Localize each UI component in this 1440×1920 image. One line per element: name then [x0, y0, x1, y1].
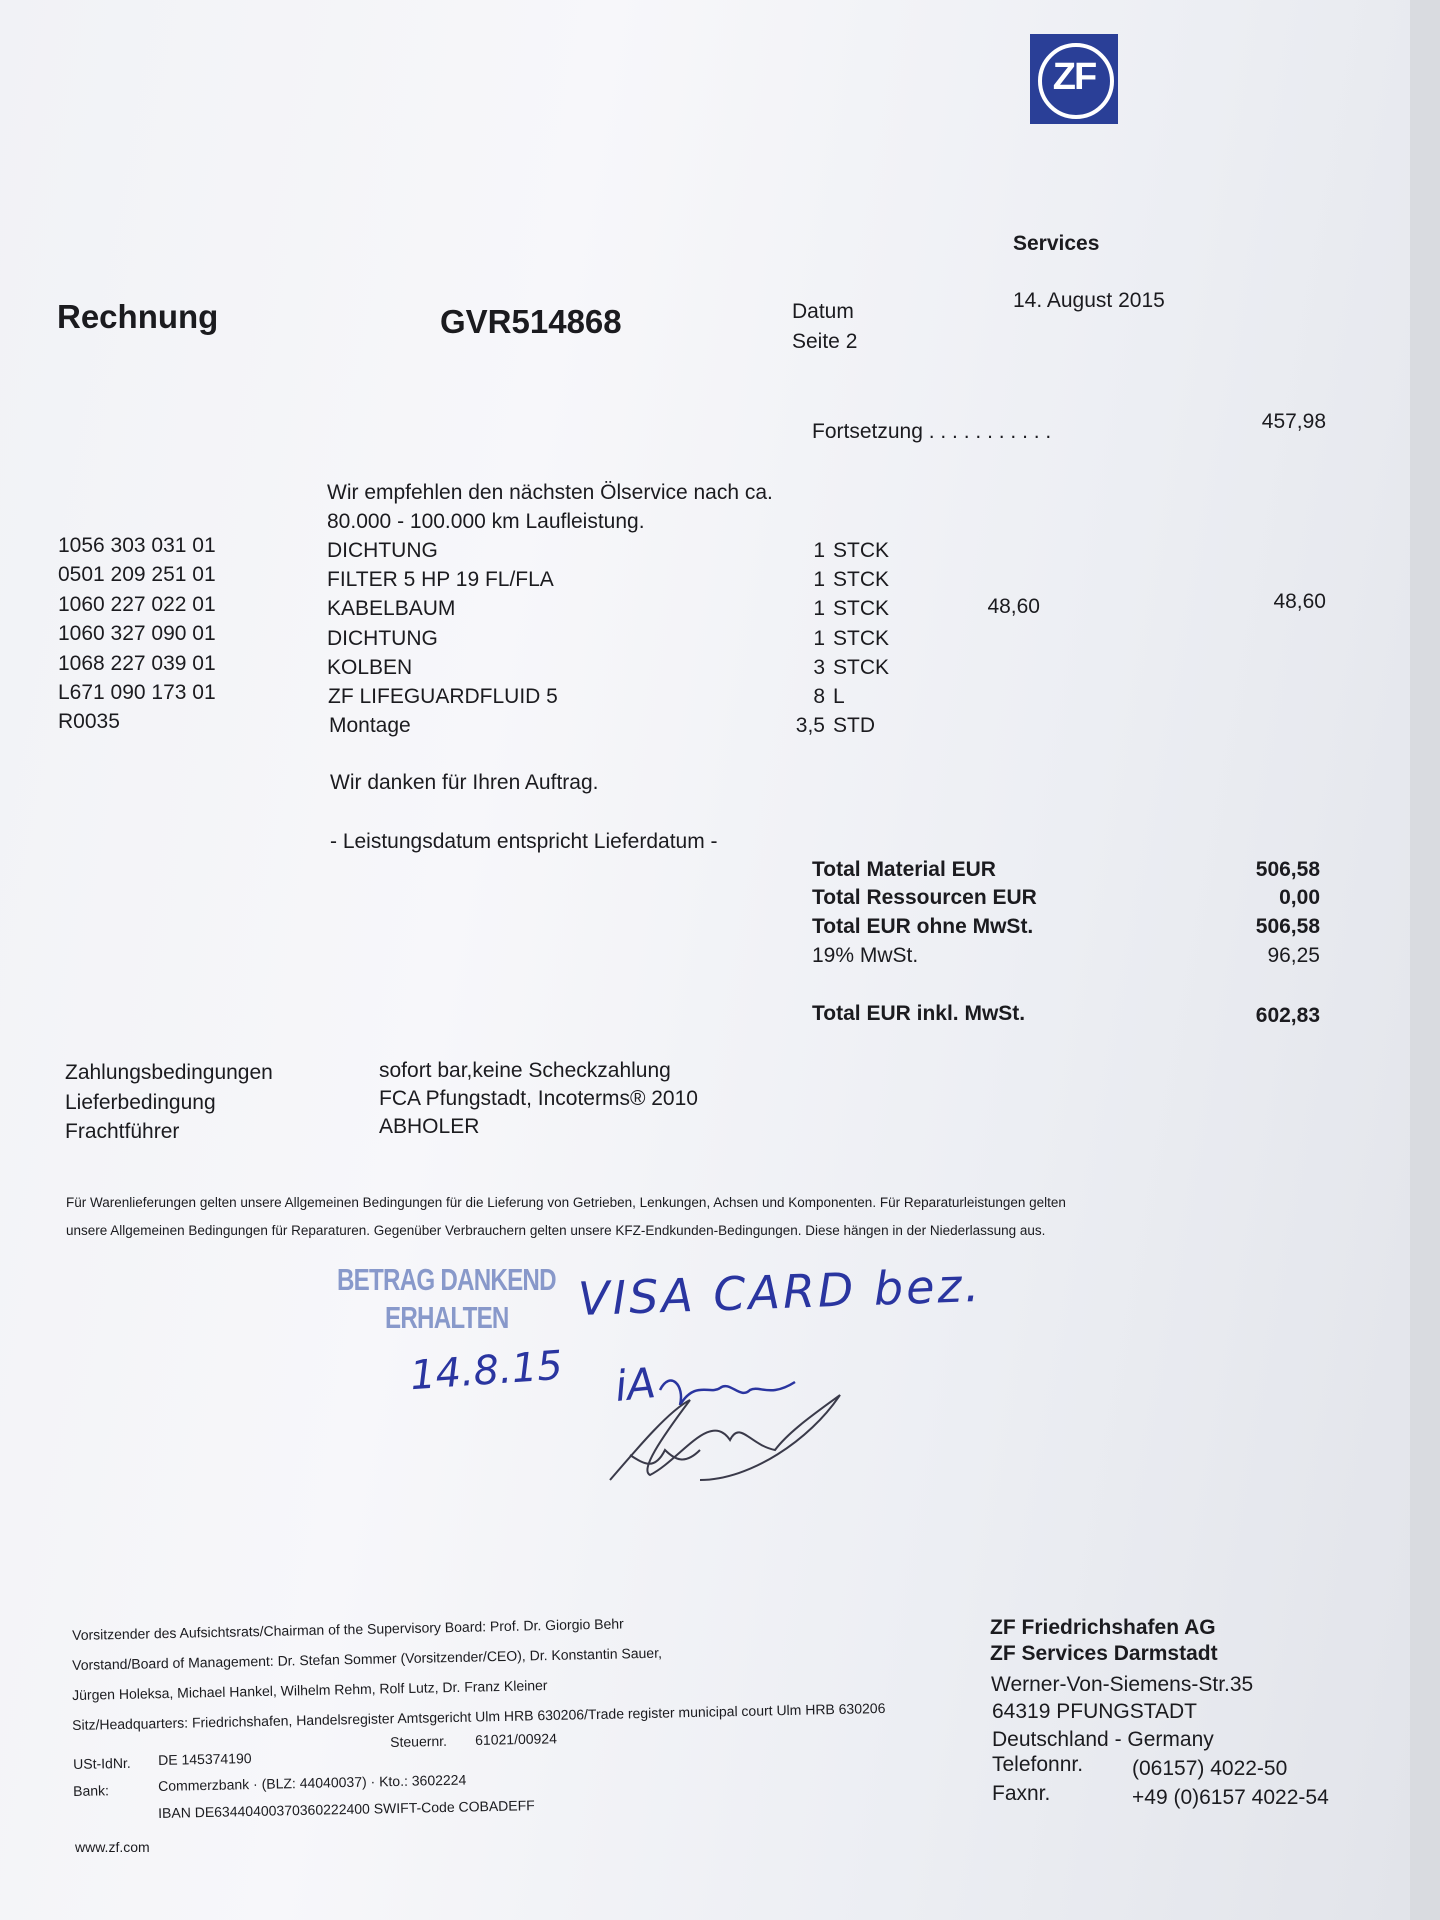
recommendation-line-2: 80.000 - 100.000 km Laufleistung.	[327, 510, 645, 533]
item-qty: 1	[813, 568, 825, 591]
item-description: ZF LIFEGUARDFLUID 5	[328, 685, 558, 708]
vat-value: 96,25	[1267, 944, 1320, 967]
footer-website-link[interactable]: www.zf.com	[75, 1839, 150, 1855]
invoice-number: GVR514868	[440, 303, 622, 340]
total-value: 506,58	[1255, 858, 1320, 881]
stamp-line-2: ERHALTEN	[385, 1300, 509, 1335]
part-number: 0501 209 251 01	[58, 563, 216, 586]
zf-logo-text: ZF	[1052, 56, 1096, 98]
item-unit: STCK	[833, 539, 890, 562]
total-value: 506,58	[1255, 915, 1320, 938]
item-unit: STCK	[833, 568, 890, 591]
part-number: 1060 327 090 01	[58, 622, 216, 645]
footer-vat-label: USt-IdNr.	[73, 1754, 131, 1772]
delivery-terms-label: Lieferbedingung	[65, 1091, 216, 1114]
item-unit: STCK	[833, 656, 890, 679]
footer-vat-value: DE 145374190	[158, 1750, 252, 1768]
item-qty: 1	[813, 627, 825, 650]
company-name-2: ZF Services Darmstadt	[990, 1642, 1218, 1665]
item-description: DICHTUNG	[327, 539, 438, 562]
recommendation-line-1: Wir empfehlen den nächsten Ölservice nach ca.	[327, 481, 773, 504]
item-total: 48,60	[1273, 590, 1326, 613]
legal-line-2: unsere Allgemeinen Bedingungen für Reparaturen. Gegenüber Verbrauchern gelten unsere KFZ-Endkunden-Bedingungen. Diese hängen in der Niederlassung aus.	[66, 1223, 1046, 1238]
grand-total-label: Total EUR inkl. MwSt.	[812, 1002, 1026, 1025]
item-description: KABELBAUM	[327, 597, 456, 620]
zf-logo	[1030, 34, 1118, 124]
carry-over-amount: 457,98	[1261, 410, 1326, 433]
part-number: 1068 227 039 01	[58, 652, 216, 675]
footer-board-2: Vorstand/Board of Management: Dr. Stefan Sommer (Vorsitzender/CEO), Dr. Konstantin Sauer,	[72, 1644, 663, 1673]
fax-label: Faxnr.	[992, 1782, 1051, 1805]
grand-total-value: 602,83	[1255, 1004, 1320, 1027]
signature-scribble-icon	[600, 1350, 860, 1490]
signature-prefix: iA	[612, 1358, 658, 1411]
item-unit: STCK	[833, 597, 890, 620]
payment-terms-label: Zahlungsbedingungen	[65, 1061, 273, 1084]
phone-value: (06157) 4022-50	[1132, 1757, 1288, 1780]
handwritten-note: VISA CARD bez.	[577, 1257, 984, 1327]
phone-label: Telefonnr.	[992, 1753, 1084, 1776]
item-unit: STD	[833, 714, 875, 737]
division-label: Services	[1013, 232, 1100, 255]
total-label: Total Ressourcen EUR	[812, 886, 1037, 909]
part-number: R0035	[58, 710, 120, 733]
page-label: Seite 2	[792, 330, 858, 353]
vat-label: 19% MwSt.	[812, 944, 919, 967]
item-qty: 1	[813, 539, 825, 562]
total-value: 0,00	[1279, 886, 1320, 909]
footer-tax-label: Steuernr.	[390, 1732, 448, 1750]
footer-iban: IBAN DE63440400370360222400 SWIFT-Code COBADEFF	[158, 1797, 535, 1821]
total-label: Total Material EUR	[812, 858, 996, 881]
total-label: Total EUR ohne MwSt.	[812, 915, 1034, 938]
footer-board-3: Jürgen Holeksa, Michael Hankel, Wilhelm Rehm, Rolf Lutz, Dr. Franz Kleiner	[72, 1677, 548, 1703]
item-unit: STCK	[833, 627, 890, 650]
date-label: Datum	[792, 300, 854, 323]
item-description: KOLBEN	[327, 656, 413, 679]
part-number: 1060 227 022 01	[58, 593, 216, 616]
doc-type-title: Rechnung	[57, 298, 219, 335]
part-number: 1056 303 031 01	[58, 534, 216, 557]
item-description: Montage	[329, 714, 411, 737]
fax-value: +49 (0)6157 4022-54	[1132, 1786, 1329, 1809]
company-name-1: ZF Friedrichshafen AG	[990, 1616, 1216, 1639]
item-qty: 8	[813, 685, 825, 708]
thanks-note: Wir danken für Ihren Auftrag.	[330, 771, 599, 794]
carrier-value: ABHOLER	[379, 1115, 480, 1138]
item-description: FILTER 5 HP 19 FL/FLA	[327, 568, 554, 591]
item-unit-price: 48,60	[987, 595, 1040, 618]
item-qty: 3,5	[795, 714, 825, 737]
item-unit: L	[833, 685, 845, 708]
footer-tax-value: 61021/00924	[475, 1730, 558, 1748]
item-qty: 1	[813, 597, 825, 620]
carrier-label: Frachtführer	[65, 1120, 180, 1143]
item-qty: 3	[813, 656, 825, 679]
legal-line-1: Für Warenlieferungen gelten unsere Allgemeinen Bedingungen für die Lieferung von Getrieben, Lenkungen, Achsen und Komponenten. Für Reparaturleistungen gelten	[66, 1195, 1066, 1210]
footer-seat: Sitz/Headquarters: Friedrichshafen, Handelsregister Amtsgericht Ulm HRB 630206/Trade register municipal court Ulm HRB 630206	[72, 1699, 886, 1733]
delivery-terms-value: FCA Pfungstadt, Incoterms® 2010	[379, 1087, 698, 1110]
footer-board-1: Vorsitzender des Aufsichtsrats/Chairman of the Supervisory Board: Prof. Dr. Giorgio Behr	[72, 1615, 624, 1643]
company-street: Werner-Von-Siemens-Str.35	[991, 1673, 1254, 1696]
part-number: L671 090 173 01	[58, 681, 216, 704]
company-city: 64319 PFUNGSTADT	[992, 1700, 1198, 1723]
handwritten-date: 14.8.15	[408, 1342, 565, 1400]
footer-bank-label: Bank:	[73, 1782, 110, 1799]
stamp-line-1: BETRAG DANKEND	[337, 1262, 556, 1297]
company-country: Deutschland - Germany	[992, 1728, 1214, 1751]
date-value: 14. August 2015	[1013, 289, 1165, 312]
service-date-note: - Leistungsdatum entspricht Lieferdatum -	[330, 830, 718, 853]
payment-terms-value: sofort bar,keine Scheckzahlung	[379, 1059, 671, 1082]
footer-bank-value: Commerzbank · (BLZ: 44040037) · Kto.: 3602224	[158, 1771, 467, 1794]
carry-over-label: Fortsetzung . . . . . . . . . . .	[812, 420, 1052, 443]
item-description: DICHTUNG	[327, 627, 438, 650]
